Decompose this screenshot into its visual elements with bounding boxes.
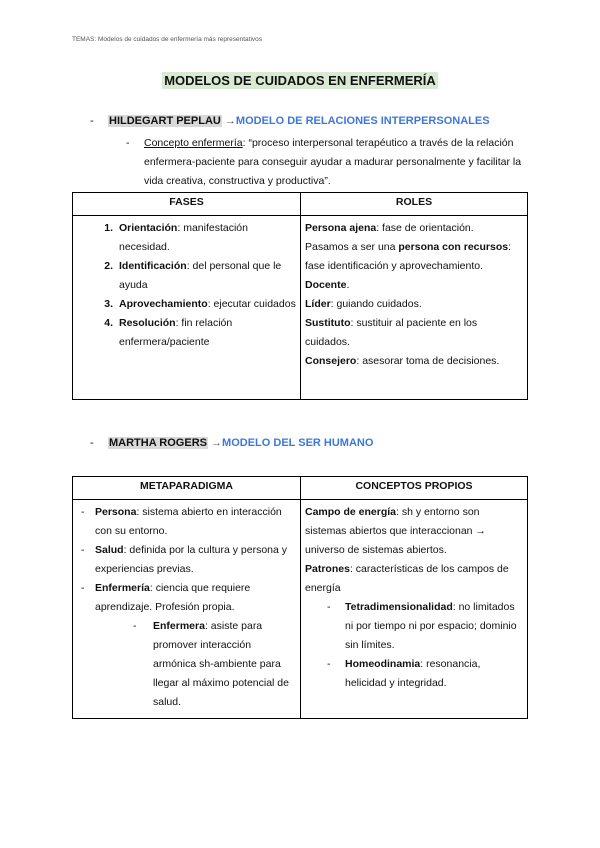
author-name: HILDEGART PEPLAU bbox=[109, 115, 221, 127]
rogers-table bbox=[72, 476, 528, 719]
arrow-icon: → bbox=[211, 437, 223, 449]
bullet-dash: - bbox=[126, 137, 130, 149]
fases-cell bbox=[73, 216, 301, 400]
metaparadigma-cell bbox=[73, 500, 301, 719]
fase-name: Identificación bbox=[119, 260, 187, 272]
roles-cell bbox=[301, 216, 528, 400]
fase-item bbox=[77, 314, 296, 352]
model-name: MODELO DE RELACIONES INTERPERSONALES bbox=[235, 115, 490, 127]
concepto-patrones: Patrones: características de los campos de energía bbox=[305, 563, 509, 594]
fase-item bbox=[77, 295, 296, 314]
fases-list bbox=[77, 219, 296, 352]
author-name: MARTHA ROGERS bbox=[109, 437, 207, 449]
fase-number: 2. bbox=[104, 260, 113, 272]
concepto-tetra: - Tetradimensionalidad: no limitados ni por tiempo ni por espacio; dominio sin límites. bbox=[305, 598, 523, 655]
meta-item-enfermeria: - Enfermería: ciencia que requiere aprendizaje. Profesión propia. bbox=[77, 579, 296, 617]
page-header: TEMAS: Modelos de cuidados de enfermería más representativos bbox=[72, 36, 263, 43]
role-item: Pasamos a ser una persona con recursos: fase identificación y aprovechamiento. bbox=[305, 241, 512, 272]
fase-text: : manifestación necesidad. bbox=[119, 222, 248, 253]
fase-text: : fin relación enfermera/paciente bbox=[119, 317, 233, 348]
col-header-metaparadigma: METAPARADIGMA bbox=[73, 477, 301, 500]
concept-paragraph bbox=[126, 134, 526, 191]
peplau-table bbox=[72, 192, 528, 400]
peplau-heading bbox=[90, 115, 490, 127]
conceptos-cell bbox=[301, 500, 528, 719]
role-item: Sustituto: sustituir al paciente en los cuidados. bbox=[305, 317, 478, 348]
concept-label: Concepto enfermería bbox=[144, 137, 243, 149]
title-text: MODELOS DE CUIDADOS EN ENFERMERÍA bbox=[164, 73, 436, 88]
concept-text: : “proceso interpersonal terapéutico a través de la relación enfermera-paciente para conseguir ayudar a madurar personalmente y facilitar la vida creativa, constructiva y productiva”. bbox=[144, 137, 522, 187]
meta-item-persona: - Persona: sistema abierto en interacción con su entorno. bbox=[77, 503, 296, 541]
fase-item bbox=[77, 219, 296, 257]
fase-name: Orientación bbox=[119, 222, 178, 234]
meta-item-salud: - Salud: definida por la cultura y persona y experiencias previas. bbox=[77, 541, 296, 579]
fase-name: Resolución bbox=[119, 317, 176, 329]
fase-text: : ejecutar cuidados bbox=[207, 298, 296, 310]
bullet-dash: - bbox=[90, 437, 94, 449]
model-name: MODELO DEL SER HUMANO bbox=[222, 437, 374, 449]
bullet-dash: - bbox=[90, 115, 94, 127]
meta-item-enfermera: - Enfermera: asiste para promover interacción armónica sh-ambiente para llegar al máximo potencial de salud. bbox=[77, 617, 296, 712]
concepto-campo: Campo de energía: sh y entorno son sistemas abiertos que interaccionan → universo de sistemas abiertos. bbox=[305, 506, 486, 556]
col-header-fases: FASES bbox=[73, 193, 301, 216]
col-header-conceptos: CONCEPTOS PROPIOS bbox=[301, 477, 528, 500]
arrow-icon: → bbox=[224, 115, 236, 127]
role-item: Consejero: asesorar toma de decisiones. bbox=[305, 355, 500, 367]
fase-name: Aprovechamiento bbox=[119, 298, 208, 310]
fase-number: 4. bbox=[104, 317, 113, 329]
concepto-homeo: - Homeodinamia: resonancia, helicidad y integridad. bbox=[305, 655, 523, 693]
page-title bbox=[0, 73, 600, 88]
fase-number: 1. bbox=[104, 222, 113, 234]
fase-number: 3. bbox=[104, 298, 113, 310]
role-item: Persona ajena: fase de orientación. bbox=[305, 222, 474, 234]
rogers-heading bbox=[90, 437, 373, 449]
col-header-roles: ROLES bbox=[301, 193, 528, 216]
role-item: Docente. bbox=[305, 279, 350, 291]
role-item: Líder: guiando cuidados. bbox=[305, 298, 422, 310]
fase-text: : del personal que le ayuda bbox=[119, 260, 282, 291]
fase-item bbox=[77, 257, 296, 295]
